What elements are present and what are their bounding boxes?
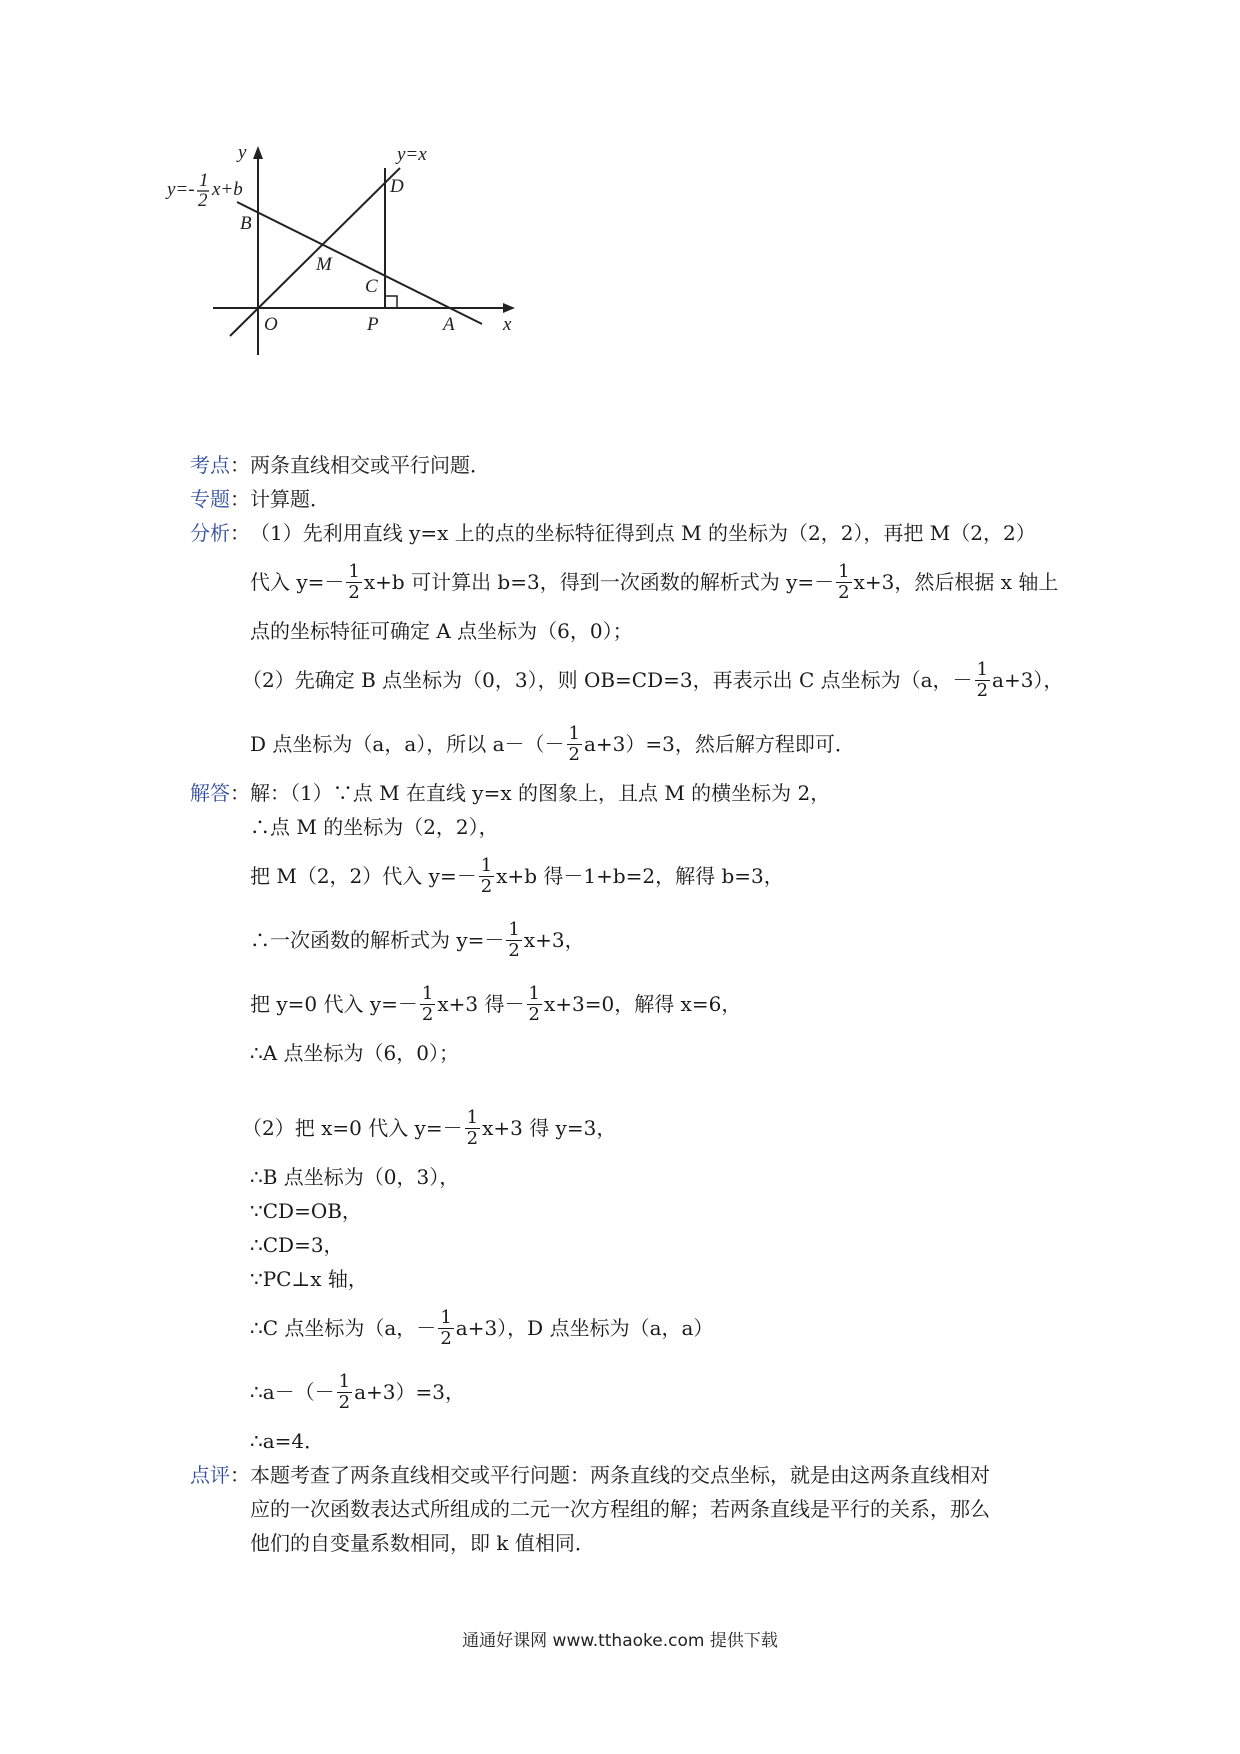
- zhuanti-text: 计算题．: [250, 487, 330, 511]
- jieda-line-1: 解：（1）∵点 M 在直线 y=x 的图象上，且点 M 的横坐标为 2，: [250, 781, 831, 805]
- point-m-label: M: [316, 254, 332, 275]
- line-y-equals-x: [230, 168, 400, 336]
- jieda-colon: ：: [230, 781, 250, 805]
- jieda-row: [190, 776, 1070, 810]
- solution-content: [190, 448, 1070, 1560]
- fenxi-line-3: 点的坐标特征可确定 A 点坐标为（6，0）；: [250, 619, 633, 643]
- zhuanti-row: [190, 482, 1070, 516]
- kaodian-colon: ：: [230, 453, 250, 477]
- point-a-label: A: [443, 314, 455, 335]
- fraction-half: $\frac{1}{2}$: [338, 1370, 351, 1413]
- jieda-line-7: [190, 1096, 1070, 1160]
- y-axis-label: y: [238, 142, 247, 163]
- jieda-line-3b: x+b 得－1+b=2，解得 b=3，: [496, 864, 784, 888]
- coordinate-figure: [167, 142, 605, 410]
- line-eq-num: 1: [199, 170, 209, 191]
- dianping-tag: 点评: [190, 1463, 230, 1487]
- fraction-half: $\frac{1}{2}$: [480, 854, 493, 897]
- line-y-neg-half-x-plus-b: [237, 202, 482, 324]
- dianping-line-2: 应的一次函数表达式所组成的二元一次方程组的解；若两条直线是平行的关系，那么: [250, 1497, 990, 1521]
- fenxi-line-4: [190, 648, 1070, 712]
- jieda-line-12: [190, 1296, 1070, 1360]
- fenxi-tag: 分析: [190, 521, 230, 545]
- fenxi-line-4b: a+3），: [992, 668, 1064, 692]
- jieda-line-2: ∴点 M 的坐标为（2，2），: [250, 815, 499, 839]
- dianping-row: [190, 1458, 1070, 1492]
- x-axis-label: x: [503, 314, 512, 335]
- jieda-line-3a: 把 M（2，2）代入 y=－: [250, 864, 477, 888]
- fenxi-line-2b: x+b 可计算出 b=3，得到一次函数的解析式为 y=－: [363, 570, 835, 594]
- jieda-line-5: [190, 972, 1070, 1036]
- jieda-line-13a: ∴a－（－: [250, 1380, 335, 1404]
- jieda-line-9: ∵CD=OB，: [250, 1199, 362, 1223]
- jieda-line-6: ∴A 点坐标为（6，0）；: [250, 1041, 459, 1065]
- x-axis-arrow: [503, 303, 515, 313]
- fraction-half: $\frac{1}{2}$: [508, 918, 520, 961]
- fenxi-row: [190, 516, 1070, 550]
- fenxi-line-5b: a+3）=3，然后解方程即可．: [583, 732, 855, 756]
- point-c-label: C: [365, 276, 378, 297]
- jieda-line-3: [190, 844, 1070, 908]
- jieda-line-12b: a+3），D 点坐标为（a，a）: [455, 1316, 714, 1340]
- fenxi-line-1: （1）先利用直线 y=x 上的点的坐标特征得到点 M 的坐标为（2，2），再把 M（2，2）: [250, 521, 1036, 545]
- dianping-line-3: 他们的自变量系数相同，即 k 值相同．: [250, 1531, 595, 1555]
- fraction-half: $\frac{1}{2}$: [466, 1106, 479, 1149]
- jieda-line-4b: x+3，: [523, 928, 585, 952]
- zhuanti-colon: ：: [230, 487, 250, 511]
- fenxi-line-2a: 代入 y=－: [250, 570, 345, 594]
- jieda-line-11: ∵PC⊥x 轴，: [250, 1267, 368, 1291]
- line-eq-suffix: x+b: [212, 179, 243, 200]
- line-eq-prefix: y=-: [167, 179, 195, 200]
- jieda-line-4: [190, 908, 1070, 972]
- jieda-line-5c: x+3=0，解得 x=6，: [543, 992, 742, 1016]
- kaodian-text: 两条直线相交或平行问题．: [250, 453, 490, 477]
- kaodian-row: [190, 448, 1070, 482]
- zhuanti-tag: 专题: [190, 487, 230, 511]
- fraction-half: $\frac{1}{2}$: [528, 982, 540, 1025]
- fenxi-line-5: [190, 712, 1070, 776]
- dianping-colon: ：: [230, 1463, 250, 1487]
- fraction-half: $\frac{1}{2}$: [421, 982, 434, 1025]
- point-d-label: D: [390, 176, 404, 197]
- jieda-line-7a: （2）把 x=0 代入 y=－: [242, 1116, 463, 1140]
- jieda-line-12a: ∴C 点坐标为（a，－: [250, 1316, 437, 1340]
- y-axis-arrow: [253, 146, 263, 159]
- fenxi-line-2: [190, 550, 1070, 614]
- fraction-half: $\frac{1}{2}$: [440, 1306, 452, 1349]
- jieda-line-13: [190, 1360, 1070, 1424]
- point-b-label: B: [240, 213, 252, 234]
- line-eq-den: 2: [198, 190, 208, 211]
- jieda-line-8: ∴B 点坐标为（0，3），: [250, 1165, 460, 1189]
- jieda-line-5a: 把 y=0 代入 y=－: [250, 992, 418, 1016]
- page-footer: 通通好课网 www.tthaoke.com 提供下载: [462, 1631, 778, 1651]
- dianping-line-1: 本题考查了两条直线相交或平行问题：两条直线的交点坐标，就是由这两条直线相对: [250, 1463, 990, 1487]
- line-yx-label: y=x: [397, 144, 427, 165]
- fenxi-line-4a: （2）先确定 B 点坐标为（0，3），则 OB=CD=3，再表示出 C 点坐标为（a，－: [242, 668, 973, 692]
- right-angle-mark: [385, 296, 397, 308]
- jieda-tag: 解答: [190, 781, 230, 805]
- jieda-line-13b: a+3）=3，: [354, 1380, 465, 1404]
- jieda-line-5b: x+3 得－: [437, 992, 525, 1016]
- fraction-half: $\frac{1}{2}$: [568, 722, 580, 765]
- point-o-label: O: [264, 314, 278, 335]
- fraction-half: $\frac{1}{2}$: [348, 560, 360, 603]
- fenxi-line-5a: D 点坐标为（a，a），所以 a－（－: [250, 732, 565, 756]
- coordinate-diagram: [167, 142, 605, 410]
- fenxi-line-2c: x+3，然后根据 x 轴上: [853, 570, 1059, 594]
- kaodian-tag: 考点: [190, 453, 230, 477]
- fraction-half: $\frac{1}{2}$: [976, 658, 989, 701]
- fraction-half: $\frac{1}{2}$: [838, 560, 850, 603]
- jieda-line-10: ∴CD=3，: [250, 1233, 344, 1257]
- jieda-line-4a: ∴一次函数的解析式为 y=－: [250, 928, 505, 952]
- jieda-line-7b: x+3 得 y=3，: [482, 1116, 617, 1140]
- jieda-line-14: ∴a=4．: [250, 1429, 325, 1453]
- point-p-label: P: [367, 314, 379, 335]
- fenxi-colon: ：: [230, 521, 250, 545]
